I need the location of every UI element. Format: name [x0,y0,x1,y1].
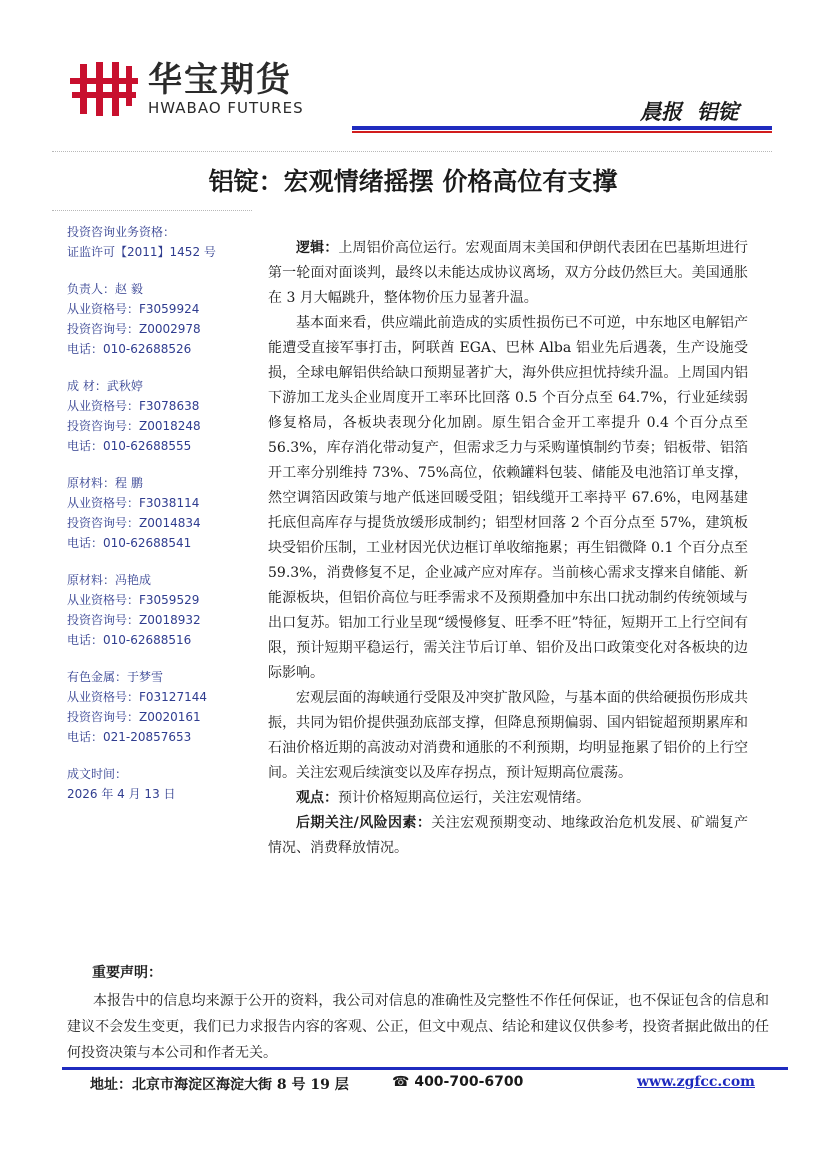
sidebar-line: 从业资格号：F3038114 [67,496,200,510]
sidebar-line: 从业资格号：F03127144 [67,690,207,704]
footer-website-link[interactable]: www.zgfcc.com [637,1074,755,1090]
sidebar-line: 电话：021-20857653 [67,730,192,744]
sidebar-line: 负责人：赵 毅 [67,282,143,296]
logic-label: 逻辑： [296,240,339,256]
sidebar-block-analyst [67,473,247,553]
sidebar-block-date [67,764,247,804]
sidebar-line: 2026 年 4 月 13 日 [67,787,176,801]
header-divider [52,151,772,152]
sidebar-line: 投资咨询号：Z0002978 [67,322,201,336]
sidebar-top-divider [52,210,252,211]
sidebar-line: 原材料：冯艳成 [67,573,152,587]
view-paragraph [268,786,748,811]
macro-paragraph: 宏观层面的海峡通行受限及冲突扩散风险，与基本面的供给硬损伤形成共振，共同为铝价提供强劲底部支撑，但降息预期偏弱、国内铝锭超预期累库和石油价格近期的高波动对消费和通胀的不利预期，均明显拖累了铝价的上行空间。关注宏观后续演变以及库存拐点，预计短期高位震荡。 [268,690,748,781]
company-logo-icon [70,60,138,118]
sidebar-block-analyst [67,376,247,456]
risk-label: 后期关注/风险因素： [296,815,432,831]
sidebar-line: 电话：010-62688516 [67,633,192,647]
footer-phone [392,1074,523,1090]
report-title: 铝锭：宏观情绪摇摆 价格高位有支撑 [208,167,618,196]
sidebar-line: 投资咨询号：Z0018932 [67,613,201,627]
sidebar-line: 投资咨询号：Z0018248 [67,419,201,433]
footer-address: 地址：北京市海淀区海淀大街 8 号 19 层 [90,1077,349,1093]
sidebar-line: 投资咨询号：Z0020161 [67,710,201,724]
analyst-sidebar [67,222,247,804]
phone-number: 400-700-6700 [414,1074,524,1090]
brand-name-cn: 华宝期货 [148,60,292,100]
sidebar-block-manager [67,279,247,359]
view-label: 观点： [296,790,338,806]
sidebar-line: 原材料：程 鹏 [67,476,143,490]
sidebar-block-analyst [67,570,247,650]
logic-paragraph [268,236,748,311]
logic-text: 上周铝价高位运行。宏观面周末美国和伊朗代表团在巴基斯坦进行第一轮面对面谈判，最终以未能达成协议离场，双方分歧仍然巨大。美国通胀在 3 月大幅跳升，整体物价压力显著升温。 [268,240,749,306]
sidebar-block-license [67,222,247,262]
fundamentals-paragraph: 基本面来看，供应端此前造成的实质性损伤已不可逆，中东地区电解铝产能遭受直接军事打击，阿联酋 EGA、巴林 Alba 铝业先后遇袭，生产设施受损，全球电解铝供给缺口预期显著扩大，海外供应担忧持续升温。上周国内铝下游加工龙头企业周度开工率环比回落 0.5 个百分点至 64.7%，行业延续弱修复格局，各板块表现分化加剧。原生铝合金开工率提升 0.4 个百分点至 56.3%，库存消化带动复产，但需求乏力与采购谨慎制约节奏；铝板带、铝箔开工率分别维持 73%、75%高位，依赖罐料包装、储能及电池箔订单支撑，然空调箔因政策与地产低迷回暖受阻；铝线缆开工率持平 67.6%，电网基建托底但高库存与提货放缓形成制约；铝型材回落 2 个百分点至 57%，建筑板块受铝价压制，工业材因光伏边框订单收缩拖累；再生铝微降 0.1 个百分点至 59.3%，消费修复不足，企业减产应对库存。当前核心需求支撑来自储能、新能源板块，但铝价高位与旺季需求不及预期叠加中东出口扰动制约传统领域与出口复苏。铝加工行业呈现“缓慢修复、旺季不旺”特征，短期开工上行空间有限，预计短期平稳运行，需关注节后订单、铝价及出口政策变化对各板块的边际影响。 [268,315,748,681]
risk-paragraph [268,811,748,861]
header-rule-blue [352,126,772,130]
sidebar-line: 电话：010-62688526 [67,342,192,356]
disclaimer-text: 本报告中的信息均来源于公开的资料，我公司对信息的准确性及完整性不作任何保证，也不保证包含的信息和建议不会发生变更，我们已力求报告内容的客观、公正，但文中观点、结论和建议仅供参考，投资者据此做出的任何投资决策与本公司和作者无关。 [67,993,769,1061]
risk-text: 关注宏观预期变动、地缘政治危机发展、矿端复产情况、消费释放情况。 [268,815,749,856]
phone-icon: ☎ [392,1074,410,1090]
sidebar-line: 投资咨询号：Z0014834 [67,516,201,530]
sidebar-line: 电话：010-62688541 [67,536,192,550]
view-text: 预计价格短期高位运行，关注宏观情绪。 [338,790,590,806]
sidebar-block-analyst [67,667,247,747]
sidebar-line: 投资咨询业务资格： [67,225,176,239]
sidebar-line: 电话：010-62688555 [67,439,192,453]
sidebar-line: 证监许可【2011】1452 号 [67,245,216,259]
disclaimer-title: 重要声明： [92,965,162,981]
sidebar-line: 成文时间： [67,767,128,781]
report-body [268,236,748,861]
footer-rule [62,1067,788,1070]
sidebar-line: 有色金属：于梦雪 [67,670,164,684]
sidebar-line: 成 材：武秋婷 [67,379,143,393]
brand-name-en: HWABAO FUTURES [148,99,304,117]
report-type: 晨报 铝锭 [640,99,739,124]
sidebar-line: 从业资格号：F3078638 [67,399,200,413]
sidebar-line: 从业资格号：F3059529 [67,593,200,607]
sidebar-line: 从业资格号：F3059924 [67,302,200,316]
header-rule-red [352,131,772,133]
